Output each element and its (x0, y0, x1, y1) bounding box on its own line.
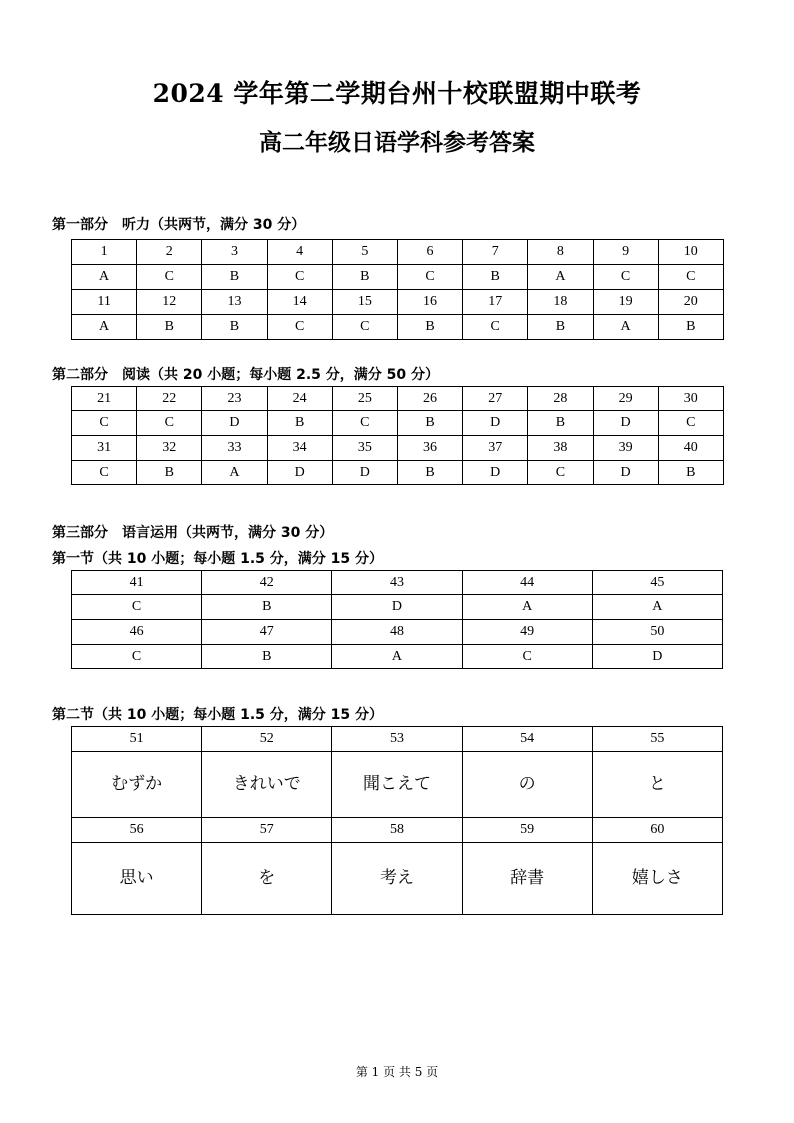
answer-cell: C (267, 315, 332, 340)
question-number-cell: 53 (332, 727, 462, 752)
answer-cell: C (137, 265, 202, 290)
answer-cell: C (72, 645, 202, 669)
question-number-cell: 28 (528, 387, 593, 411)
question-number-cell: 24 (267, 387, 332, 411)
answer-cell: A (72, 265, 137, 290)
question-number-cell: 6 (397, 240, 462, 265)
question-number-cell: 56 (72, 818, 202, 843)
question-number-cell: 32 (137, 436, 202, 461)
question-number-row (72, 571, 723, 595)
question-number-cell: 25 (332, 387, 397, 411)
answer-cell: D (593, 461, 658, 485)
question-number-cell: 36 (397, 436, 462, 461)
answer-cell: C (658, 411, 723, 436)
answer-cell: 考え (332, 843, 462, 915)
answer-cell: B (463, 265, 528, 290)
question-number-cell: 29 (593, 387, 658, 411)
question-number-cell: 23 (202, 387, 267, 411)
answer-cell: を (202, 843, 332, 915)
question-number-row (72, 818, 723, 843)
question-number-row (72, 240, 724, 265)
answer-cell: B (202, 315, 267, 340)
answer-cell: きれいで (202, 752, 332, 818)
answer-cell: C (332, 315, 397, 340)
answer-cell: C (72, 595, 202, 620)
answer-cell: 辞書 (462, 843, 592, 915)
question-number-cell: 59 (462, 818, 592, 843)
answer-row (72, 645, 723, 669)
answer-cell: C (267, 265, 332, 290)
question-number-cell: 37 (463, 436, 528, 461)
question-number-cell: 33 (202, 436, 267, 461)
question-number-cell: 30 (658, 387, 723, 411)
question-number-cell: 51 (72, 727, 202, 752)
answer-cell: C (332, 411, 397, 436)
answer-cell: B (332, 265, 397, 290)
question-number-cell: 42 (202, 571, 332, 595)
question-number-cell: 20 (658, 290, 723, 315)
question-number-cell: 34 (267, 436, 332, 461)
document-title: 2024 学年第二学期台州十校联盟期中联考 (152, 79, 642, 108)
question-number-cell: 58 (332, 818, 462, 843)
answer-cell: A (72, 315, 137, 340)
question-number-cell: 1 (72, 240, 137, 265)
question-number-cell: 43 (332, 571, 462, 595)
question-number-cell: 19 (593, 290, 658, 315)
question-number-cell: 2 (137, 240, 202, 265)
answer-cell: B (397, 315, 462, 340)
question-number-cell: 16 (397, 290, 462, 315)
question-number-cell: 14 (267, 290, 332, 315)
answer-cell: B (137, 315, 202, 340)
question-number-cell: 22 (137, 387, 202, 411)
question-number-cell: 8 (528, 240, 593, 265)
question-number-cell: 15 (332, 290, 397, 315)
answer-cell: B (658, 315, 723, 340)
part2-answer-table (71, 386, 724, 485)
question-number-cell: 4 (267, 240, 332, 265)
part3-section2-heading: 第二节（共 10 小题；每小题 1.5 分，满分 15 分） (52, 707, 384, 723)
answer-cell: D (332, 461, 397, 485)
question-number-cell: 11 (72, 290, 137, 315)
question-number-cell: 18 (528, 290, 593, 315)
answer-cell: A (462, 595, 592, 620)
question-number-cell: 13 (202, 290, 267, 315)
question-number-cell: 7 (463, 240, 528, 265)
answer-cell: B (202, 265, 267, 290)
answer-cell: B (658, 461, 723, 485)
answer-row (72, 411, 724, 436)
question-number-row (72, 290, 724, 315)
answer-row (72, 315, 724, 340)
answer-cell: C (593, 265, 658, 290)
answer-cell: A (528, 265, 593, 290)
question-number-cell: 9 (593, 240, 658, 265)
answer-cell: A (592, 595, 722, 620)
answer-cell: C (528, 461, 593, 485)
answer-cell: C (397, 265, 462, 290)
answer-cell: B (137, 461, 202, 485)
question-number-cell: 21 (72, 387, 137, 411)
question-number-row (72, 727, 723, 752)
question-number-cell: 17 (463, 290, 528, 315)
answer-row (72, 265, 724, 290)
answer-cell: むずか (72, 752, 202, 818)
answer-cell: の (462, 752, 592, 818)
part3-section1-answer-table (71, 570, 723, 669)
question-number-cell: 55 (592, 727, 722, 752)
answer-cell: B (528, 315, 593, 340)
question-number-cell: 3 (202, 240, 267, 265)
part2-heading: 第二部分 阅读（共 20 小题；每小题 2.5 分，满分 50 分） (52, 367, 440, 383)
question-number-cell: 52 (202, 727, 332, 752)
question-number-cell: 49 (462, 620, 592, 645)
answer-cell: A (593, 315, 658, 340)
answer-cell: C (463, 315, 528, 340)
document-subtitle: 高二年级日语学科参考答案 (259, 129, 535, 156)
answer-cell: B (202, 645, 332, 669)
answer-row (72, 595, 723, 620)
question-number-cell: 54 (462, 727, 592, 752)
question-number-cell: 41 (72, 571, 202, 595)
part3-section1-heading: 第一节（共 10 小题；每小题 1.5 分，满分 15 分） (52, 551, 384, 567)
answer-cell: C (72, 461, 137, 485)
question-number-row (72, 436, 724, 461)
part3-heading: 第三部分 语言运用（共两节，满分 30 分） (52, 525, 334, 541)
question-number-row (72, 620, 723, 645)
question-number-cell: 40 (658, 436, 723, 461)
answer-cell: A (202, 461, 267, 485)
answer-cell: 聞こえて (332, 752, 462, 818)
part1-answer-table (71, 239, 724, 340)
question-number-cell: 27 (463, 387, 528, 411)
answer-cell: B (528, 411, 593, 436)
answer-cell: D (332, 595, 462, 620)
question-number-cell: 48 (332, 620, 462, 645)
question-number-cell: 47 (202, 620, 332, 645)
answer-cell: 思い (72, 843, 202, 915)
answer-cell: B (267, 411, 332, 436)
answer-cell: B (202, 595, 332, 620)
answer-cell: D (463, 411, 528, 436)
answer-row (72, 461, 724, 485)
question-number-cell: 46 (72, 620, 202, 645)
answer-cell: D (202, 411, 267, 436)
page-number: 第 1 页 共 5 页 (355, 1065, 439, 1079)
question-number-cell: 57 (202, 818, 332, 843)
answer-cell: D (267, 461, 332, 485)
answer-cell: C (658, 265, 723, 290)
answer-cell: D (593, 411, 658, 436)
question-number-cell: 50 (592, 620, 722, 645)
answer-cell: C (462, 645, 592, 669)
answer-cell: B (397, 411, 462, 436)
question-number-cell: 45 (592, 571, 722, 595)
answer-cell: D (592, 645, 722, 669)
question-number-row (72, 387, 724, 411)
answer-cell: C (137, 411, 202, 436)
part3-section2-answer-table (71, 726, 723, 915)
question-number-cell: 60 (592, 818, 722, 843)
answer-cell: D (463, 461, 528, 485)
answer-row (72, 752, 723, 818)
question-number-cell: 10 (658, 240, 723, 265)
question-number-cell: 31 (72, 436, 137, 461)
question-number-cell: 38 (528, 436, 593, 461)
question-number-cell: 39 (593, 436, 658, 461)
question-number-cell: 35 (332, 436, 397, 461)
question-number-cell: 26 (397, 387, 462, 411)
question-number-cell: 44 (462, 571, 592, 595)
answer-cell: A (332, 645, 462, 669)
question-number-cell: 5 (332, 240, 397, 265)
answer-cell: C (72, 411, 137, 436)
answer-row (72, 843, 723, 915)
answer-cell: と (592, 752, 722, 818)
question-number-cell: 12 (137, 290, 202, 315)
answer-cell: 嬉しさ (592, 843, 722, 915)
part1-heading: 第一部分 听力（共两节，满分 30 分） (52, 217, 306, 233)
answer-cell: B (397, 461, 462, 485)
